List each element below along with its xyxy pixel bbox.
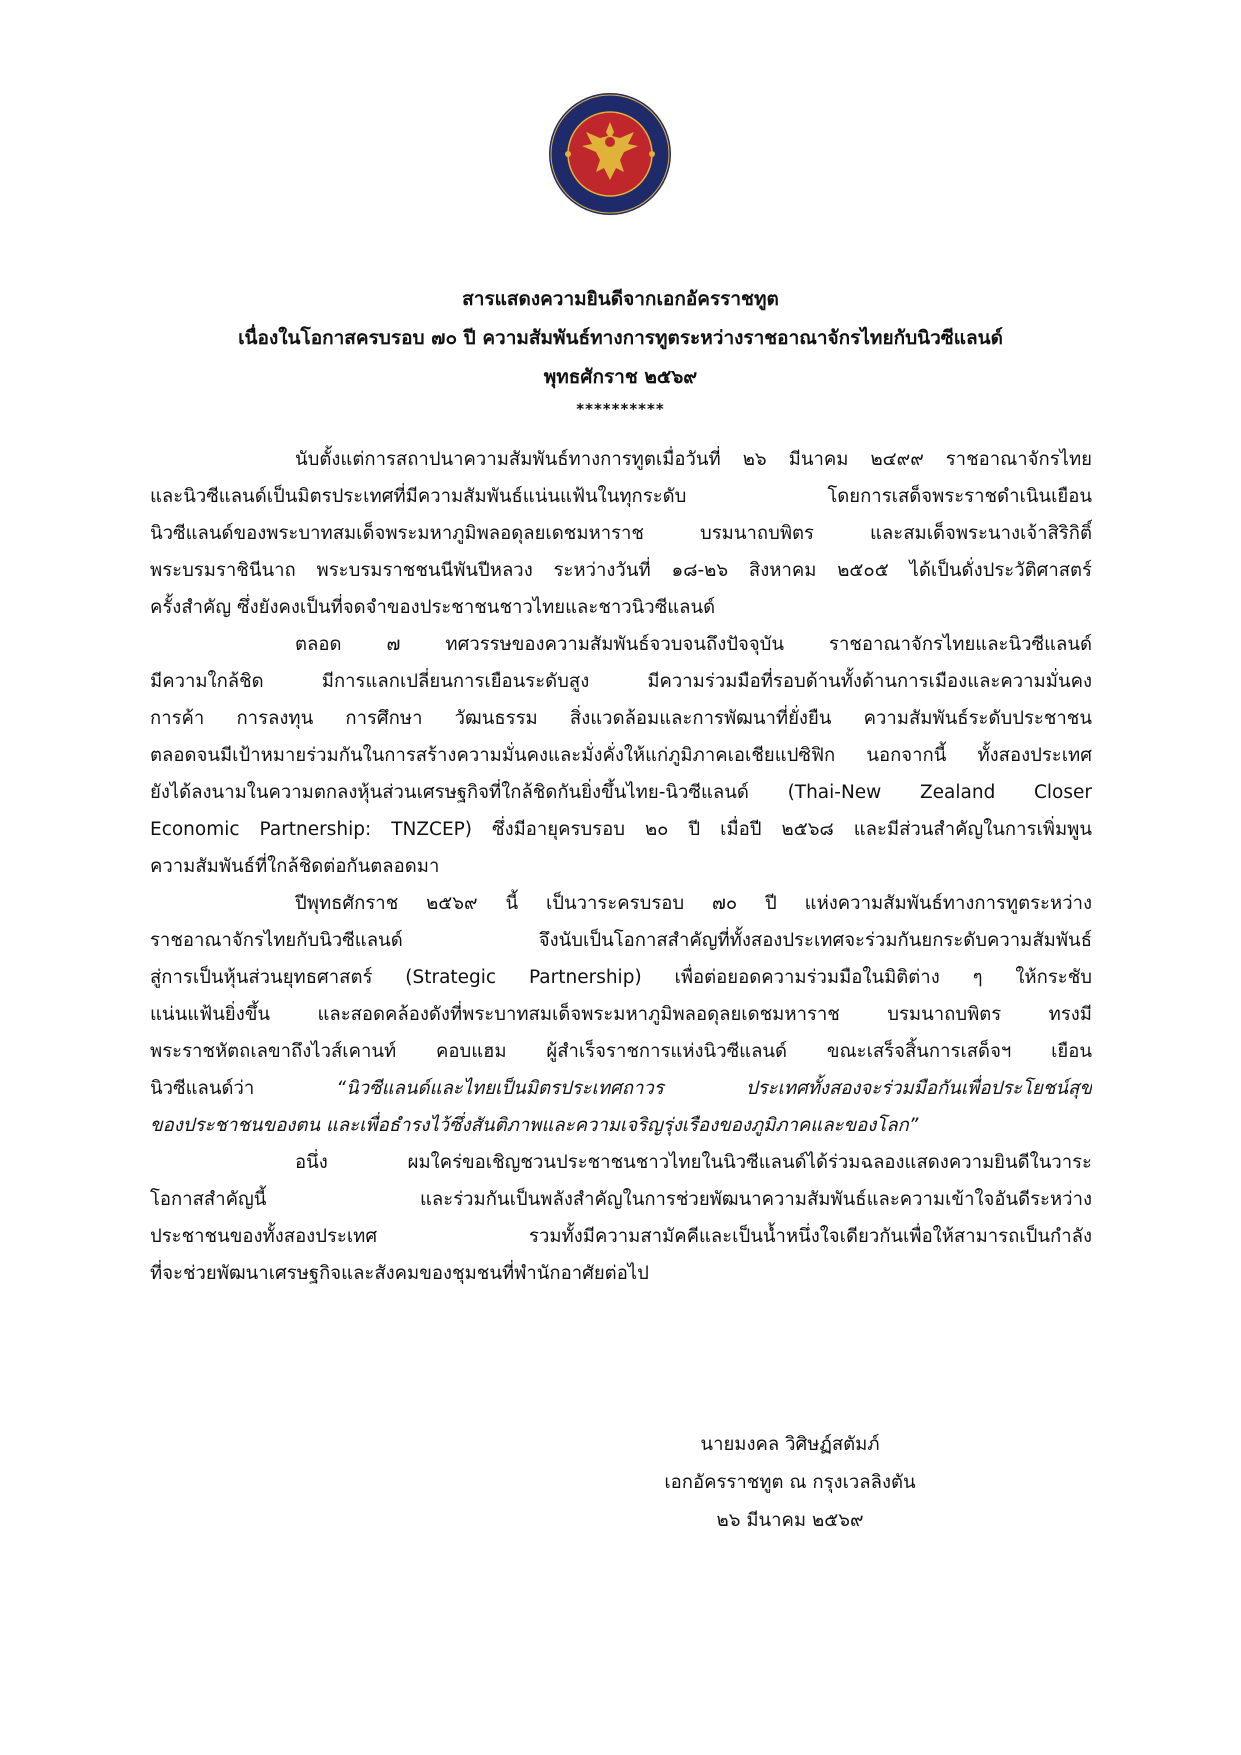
body-line: ตลอด ๗ ทศวรรษของความสัมพันธ์จวบจนถึงปัจจุบัน ราชอาณาจักรไทยและนิวซีแลนด์ bbox=[295, 634, 1092, 655]
letter-body bbox=[150, 441, 1092, 1292]
body-line: ประชาชนของทั้งสองประเทศ รวมทั้งมีความสามัคคีและเป็นน้ำหนึ่งใจเดียวกันเพื่อให้สามารถเป็นกำลัง bbox=[150, 1226, 1092, 1247]
body-line: โอกาสสำคัญนี้ และร่วมกันเป็นพลังสำคัญในการช่วยพัฒนาความสัมพันธ์และความเข้าใจอันดีระหว่าง bbox=[150, 1189, 1092, 1210]
body-line: ความสัมพันธ์ที่ใกล้ชิดต่อกันตลอดมา bbox=[150, 856, 440, 877]
signature-date: ๒๖ มีนาคม ๒๕๖๙ bbox=[716, 1510, 864, 1531]
heading-line-3: พุทธศักราช ๒๕๖๙ bbox=[543, 366, 698, 388]
body-line: การค้า การลงทุน การศึกษา วัฒนธรรม สิ่งแวดล้อมและการพัฒนาที่ยั่งยืน ความสัมพันธ์ระดับประชาชน bbox=[150, 708, 1092, 729]
heading-line-1: สารแสดงความยินดีจากเอกอัครราชทูต bbox=[462, 288, 779, 310]
heading-line-2: เนื่องในโอกาสครบรอบ ๗๐ ปี ความสัมพันธ์ทางการทูตระหว่างราชอาณาจักรไทยกับนิวซีแลนด์ bbox=[238, 327, 1003, 349]
royal-quote-part-2: ของประชาชนของตน และเพื่อธำรงไว้ซึ่งสันติภาพและความเจริญรุ่งเรืองของภูมิภาคและของโลก” bbox=[150, 1115, 919, 1136]
body-line: ตลอดจนมีเป้าหมายร่วมกันในการสร้างความมั่นคงและมั่งคั่งให้แก่ภูมิภาคเอเชียแปซิฟิก นอกจากนี้ ทั้งสองประเทศ bbox=[150, 745, 1092, 766]
body-line: Economic Partnership: TNZCEP) ซึ่งมีอายุครบรอบ ๒๐ ปี เมื่อปี ๒๕๖๘ และมีส่วนสำคัญในการเพิ่มพูน bbox=[150, 819, 1092, 840]
signatory-name: นายมงคล วิศิษฏ์สตัมภ์ bbox=[700, 1434, 880, 1455]
body-line: สู่การเป็นหุ้นส่วนยุทธศาสตร์ (Strategic Partnership) เพื่อต่อยอดความร่วมมือในมิติต่าง ๆ ให้กระชับ bbox=[150, 967, 1092, 988]
body-line: นิวซีแลนด์ของพระบาทสมเด็จพระมหาภูมิพลอดุลยเดชมหาราช บรมนาถบพิตร และสมเด็จพระนางเจ้าสิริกิติ์ bbox=[150, 523, 1092, 544]
signatory-position: เอกอัครราชทูต ณ กรุงเวลลิงตัน bbox=[664, 1472, 916, 1493]
body-line: พระบรมราชินีนาถ พระบรมราชชนนีพันปีหลวง ระหว่างวันที่ ๑๘-๒๖ สิงหาคม ๒๕๐๕ ได้เป็นดั่งประวัติศาสตร์ bbox=[150, 560, 1092, 581]
body-line: ปีพุทธศักราช ๒๕๖๙ นี้ เป็นวาระครบรอบ ๗๐ ปี แห่งความสัมพันธ์ทางการทูตระหว่าง bbox=[295, 893, 1092, 914]
body-line: ยังได้ลงนามในความตกลงหุ้นส่วนเศรษฐกิจที่ใกล้ชิดกันยิ่งขึ้นไทย-นิวซีแลนด์ (Thai-New Zealand Closer bbox=[150, 782, 1092, 803]
body-line: และนิวซีแลนด์เป็นมิตรประเทศที่มีความสัมพันธ์แน่นแฟ้นในทุกระดับ โดยการเสด็จพระราชดำเนินเยือน bbox=[150, 486, 1092, 507]
body-line: ที่จะช่วยพัฒนาเศรษฐกิจและสังคมของชุมชนที่พำนักอาศัยต่อไป bbox=[150, 1263, 649, 1284]
body-line: มีความใกล้ชิด มีการแลกเปลี่ยนการเยือนระดับสูง มีความร่วมมือที่รอบด้านทั้งด้านการเมืองและความมั่นคง bbox=[150, 671, 1092, 692]
body-line-quote-start bbox=[150, 1070, 1092, 1107]
embassy-seal-logo bbox=[548, 92, 672, 216]
royal-quote-part-1: “นิวซีแลนด์และไทยเป็นมิตรประเทศถาวร ประเทศทั้งสองจะร่วมมือกันเพื่อประโยชน์สุข bbox=[336, 1078, 1092, 1099]
body-line: ราชอาณาจักรไทยกับนิวซีแลนด์ จึงนับเป็นโอกาสสำคัญที่ทั้งสองประเทศจะร่วมกันยกระดับความสัมพันธ์ bbox=[150, 930, 1092, 951]
body-line: พระราชหัตถเลขาถึงไวส์เคานท์ คอบแฮม ผู้สำเร็จราชการแห่งนิวซีแลนด์ ขณะเสร็จสิ้นการเสด็จฯ เยือน bbox=[150, 1041, 1092, 1062]
body-line: ครั้งสำคัญ ซึ่งยังคงเป็นที่จดจำของประชาชนชาวไทยและชาวนิวซีแลนด์ bbox=[150, 597, 716, 618]
body-line: แน่นแฟ้นยิ่งขึ้น และสอดคล้องดังที่พระบาทสมเด็จพระมหาภูมิพลอดุลยเดชมหาราช บรมนาถบพิตร ทรงมี bbox=[150, 1004, 1092, 1025]
body-line: นับตั้งแต่การสถาปนาความสัมพันธ์ทางการทูตเมื่อวันที่ ๒๖ มีนาคม ๒๔๙๙ ราชอาณาจักรไทย bbox=[295, 449, 1092, 470]
heading-separator: ********** bbox=[576, 400, 665, 418]
body-line: อนึ่ง ผมใคร่ขอเชิญชวนประชาชนชาวไทยในนิวซีแลนด์ได้ร่วมฉลองแสดงความยินดีในวาระ bbox=[295, 1152, 1092, 1173]
quote-intro: นิวซีแลนด์ว่า bbox=[150, 1078, 337, 1099]
